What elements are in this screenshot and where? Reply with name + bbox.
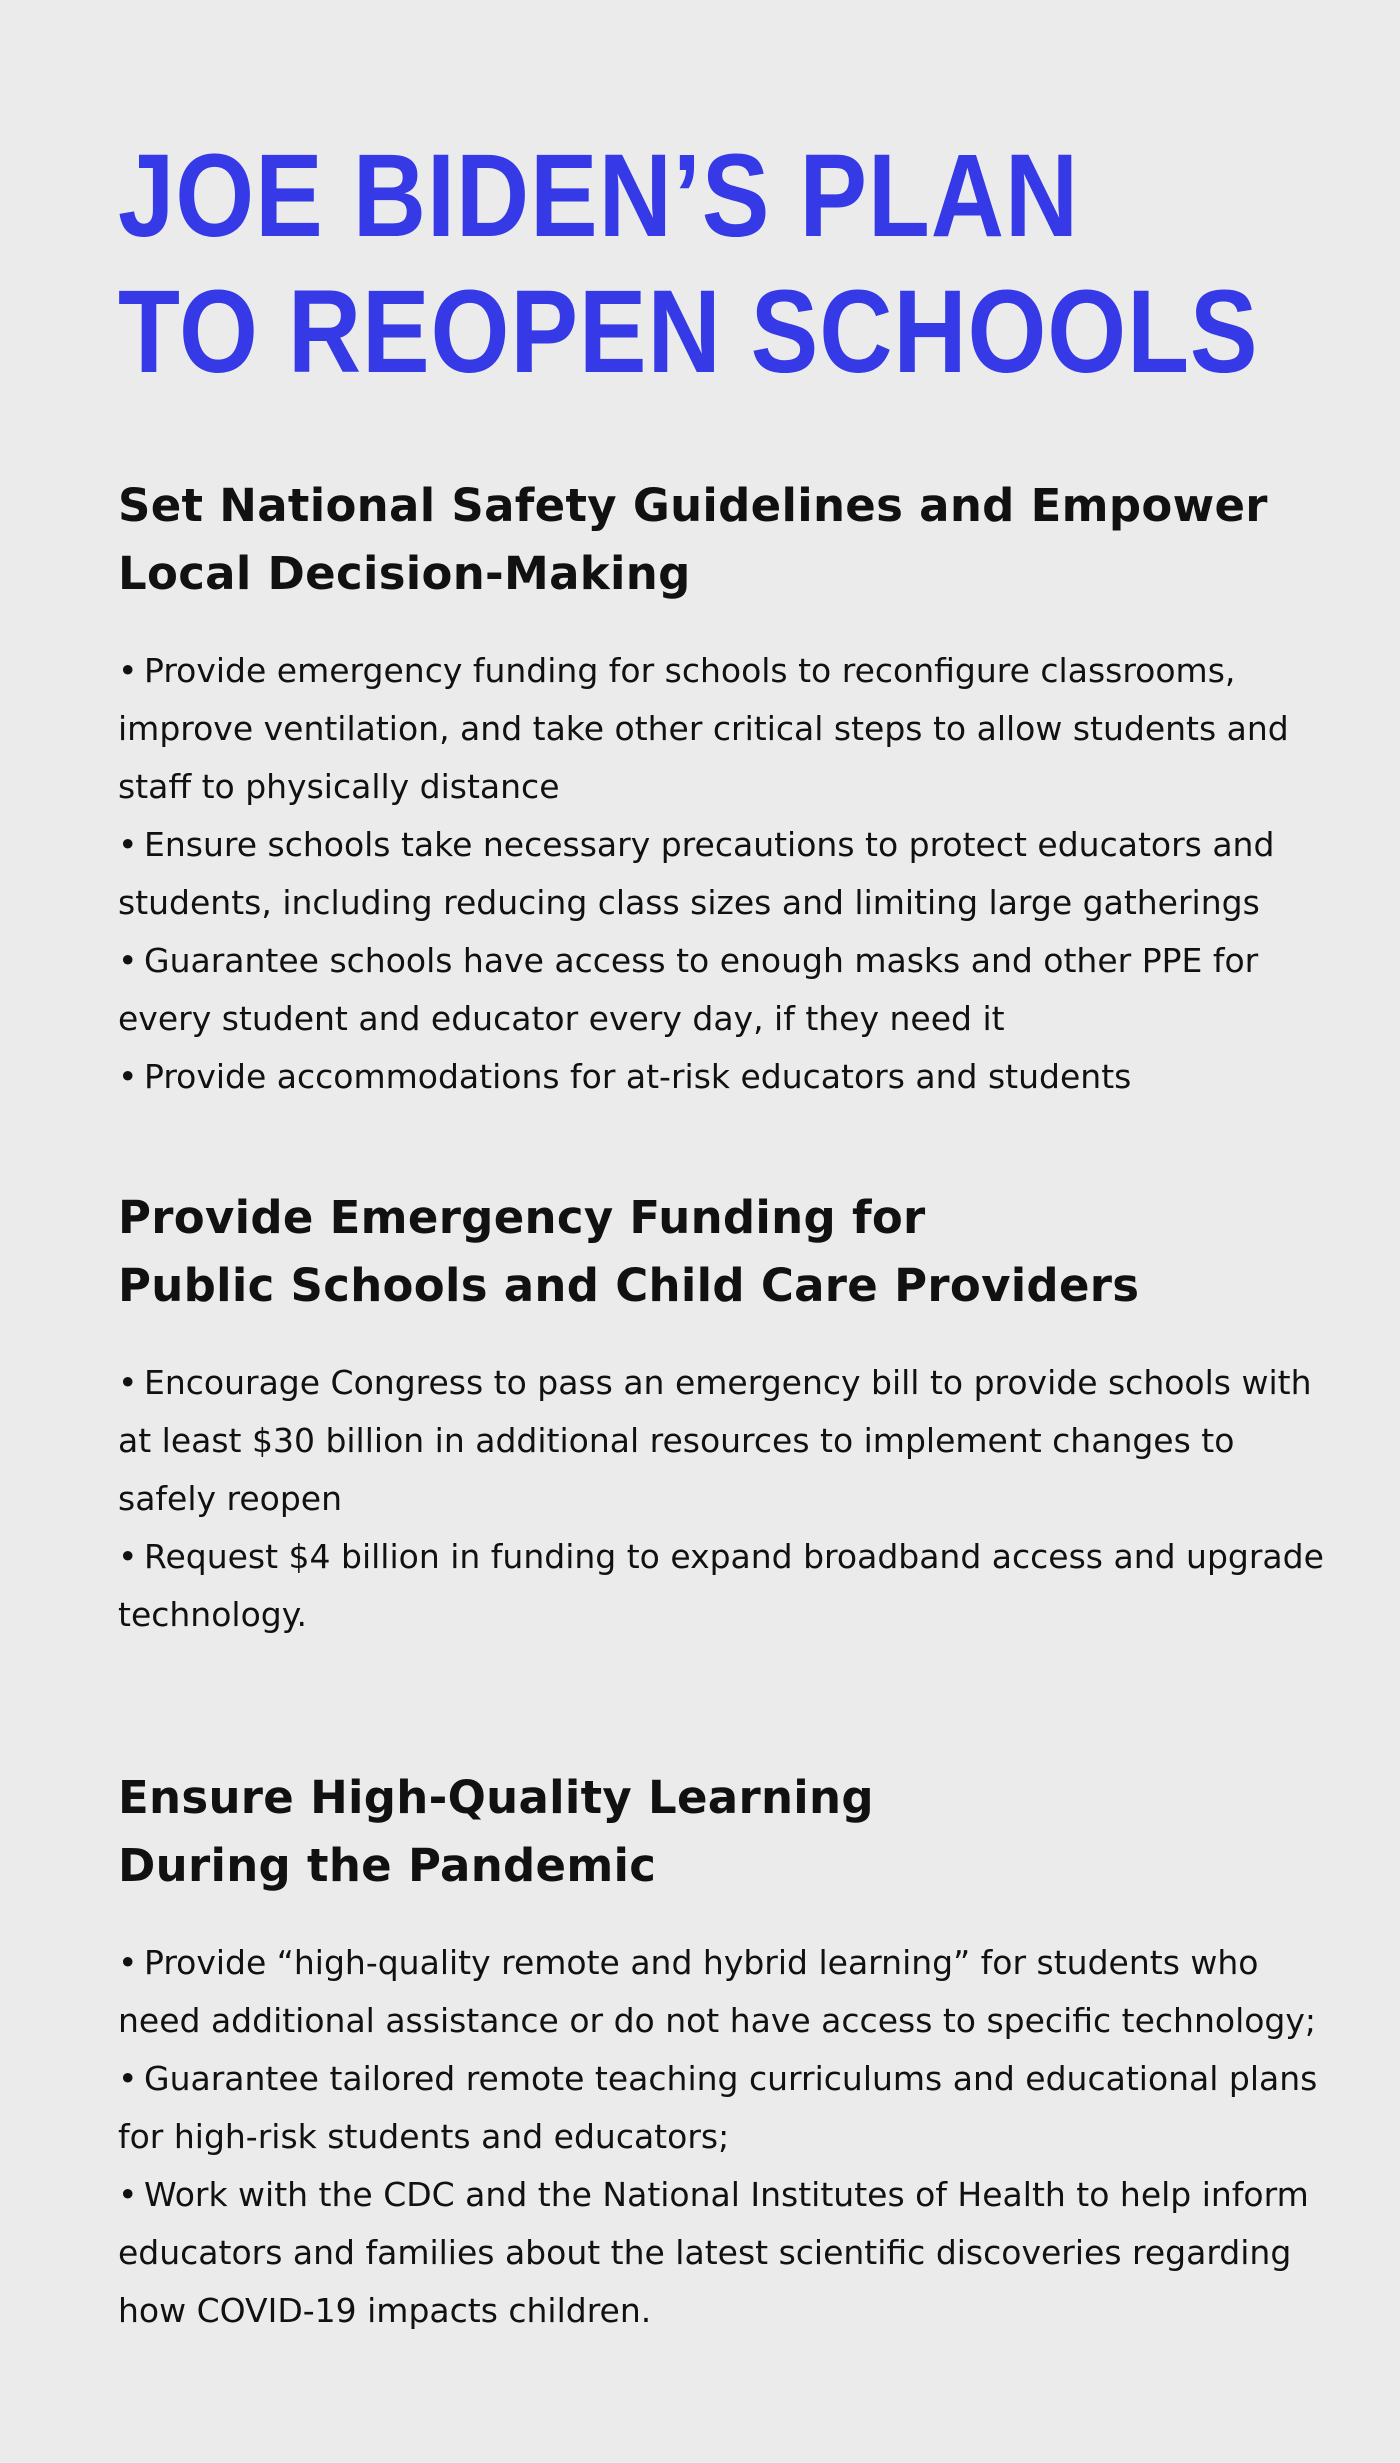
bullet-text: Encourage Congress to pass an emergency bill to provide schools with at least $30 billion in additional resources to implement changes to safely reopen <box>118 1363 1312 1518</box>
document-page <box>118 128 1328 2340</box>
section-heading <box>118 472 1328 608</box>
bullet-dot: • <box>118 1943 138 1982</box>
bullet-dot: • <box>118 1057 138 1096</box>
bullet-item <box>118 1528 1328 1644</box>
section-heading-line-2: During the Pandemic <box>118 1839 657 1892</box>
bullet-text: Ensure schools take necessary precautions to protect educators and students, including reducing class sizes and limiting large gatherings <box>118 825 1275 922</box>
section-heading-line-1: Provide Emergency Funding for <box>118 1191 926 1244</box>
bullet-list <box>118 642 1328 1106</box>
bullet-item <box>118 642 1328 816</box>
section-heading <box>118 1184 1328 1320</box>
bullet-list <box>118 1934 1328 2340</box>
bullet-list <box>118 1354 1328 1644</box>
bullet-dot: • <box>118 825 138 864</box>
bullet-text: Request $4 billion in funding to expand broadband access and upgrade technology. <box>118 1537 1324 1634</box>
section-emergency-funding <box>118 1184 1328 1644</box>
page-title <box>118 128 1259 400</box>
page-title-line-1: JOE BIDEN’S PLAN <box>118 130 1080 262</box>
section-heading <box>118 1764 1328 1900</box>
bullet-dot: • <box>118 2059 138 2098</box>
bullet-text: Provide accommodations for at-risk educators and students <box>144 1057 1132 1096</box>
bullet-dot: • <box>118 941 138 980</box>
bullet-text: Provide emergency funding for schools to reconfigure classrooms, improve ventilation, and take other critical steps to allow students and staff to physically distance <box>118 651 1289 806</box>
bullet-item <box>118 2166 1328 2340</box>
section-heading-line-1: Ensure High-Quality Learning <box>118 1771 874 1824</box>
bullet-dot: • <box>118 2175 138 2214</box>
section-heading-line-2: Local Decision-Making <box>118 547 691 600</box>
bullet-text: Guarantee schools have access to enough masks and other PPE for every student and educator every day, if they need it <box>118 941 1259 1038</box>
section-heading-line-1: Set National Safety Guidelines and Empower <box>118 479 1268 532</box>
section-safety-guidelines <box>118 472 1328 1106</box>
bullet-dot: • <box>118 1363 138 1402</box>
bullet-item <box>118 1048 1328 1106</box>
bullet-item <box>118 932 1328 1048</box>
bullet-item <box>118 816 1328 932</box>
bullet-dot: • <box>118 651 138 690</box>
section-heading-line-2: Public Schools and Child Care Providers <box>118 1259 1140 1312</box>
bullet-item <box>118 1934 1328 2050</box>
bullet-item <box>118 1354 1328 1528</box>
bullet-text: Work with the CDC and the National Institutes of Health to help inform educators and families about the latest scientific discoveries regarding how COVID-19 impacts children. <box>118 2175 1309 2330</box>
bullet-dot: • <box>118 1537 138 1576</box>
bullet-text: Provide “high-quality remote and hybrid learning” for students who need additional assistance or do not have access to specific technology; <box>118 1943 1317 2040</box>
section-high-quality-learning <box>118 1764 1328 2340</box>
bullet-text: Guarantee tailored remote teaching curriculums and educational plans for high-risk students and educators; <box>118 2059 1318 2156</box>
page-title-line-2: TO REOPEN SCHOOLS <box>118 266 1259 398</box>
bullet-item <box>118 2050 1328 2166</box>
